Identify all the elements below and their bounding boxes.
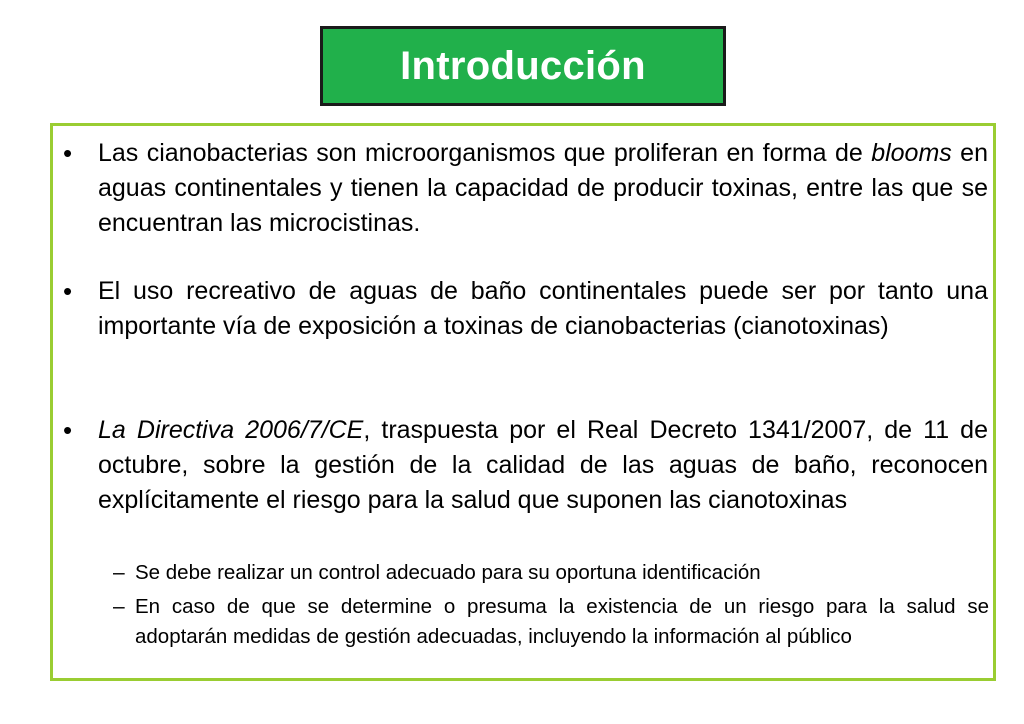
sub-item-1 bbox=[113, 558, 989, 588]
sub-item-text: Se debe realizar un control adecuado para su oportuna identificación bbox=[135, 561, 761, 584]
directive-reference: La Directiva 2006/7/CE bbox=[98, 416, 364, 444]
sub-item-2 bbox=[113, 592, 989, 652]
dash-icon: – bbox=[113, 561, 125, 584]
sub-item-text: En caso de que se determine o presuma la existencia de un riesgo para la salud se adoptarán medidas de gestión adecuadas, incluyendo la información al público bbox=[135, 595, 989, 648]
bullet-icon: • bbox=[63, 415, 73, 445]
bullet-item-3 bbox=[63, 413, 988, 518]
bullet-item-1 bbox=[63, 136, 988, 241]
bullet-icon: • bbox=[63, 276, 73, 306]
dash-icon: – bbox=[113, 595, 125, 618]
bullet-icon: • bbox=[63, 138, 73, 168]
bullet-text: La Directiva 2006/7/CE, traspuesta por el Real Decreto 1341/2007, de 11 de octubre, sobre la gestión de la calidad de las aguas de baño, reconocen explícitamente el riesgo para la salud que suponen las cianotoxinas bbox=[98, 416, 988, 514]
italic-term: blooms bbox=[871, 139, 952, 167]
bullet-item-2 bbox=[63, 274, 988, 344]
content-panel bbox=[50, 123, 996, 681]
bullet-text: El uso recreativo de aguas de baño continentales puede ser por tanto una importante vía de exposición a toxinas de cianobacterias (cianotoxinas) bbox=[98, 277, 988, 340]
page-title: Introducción bbox=[400, 43, 646, 88]
title-banner bbox=[320, 26, 726, 106]
bullet-text: Las cianobacterias son microorganismos que proliferan en forma de blooms en aguas continentales y tienen la capacidad de producir toxinas, entre las que se encuentran las microcistinas. bbox=[98, 139, 988, 237]
